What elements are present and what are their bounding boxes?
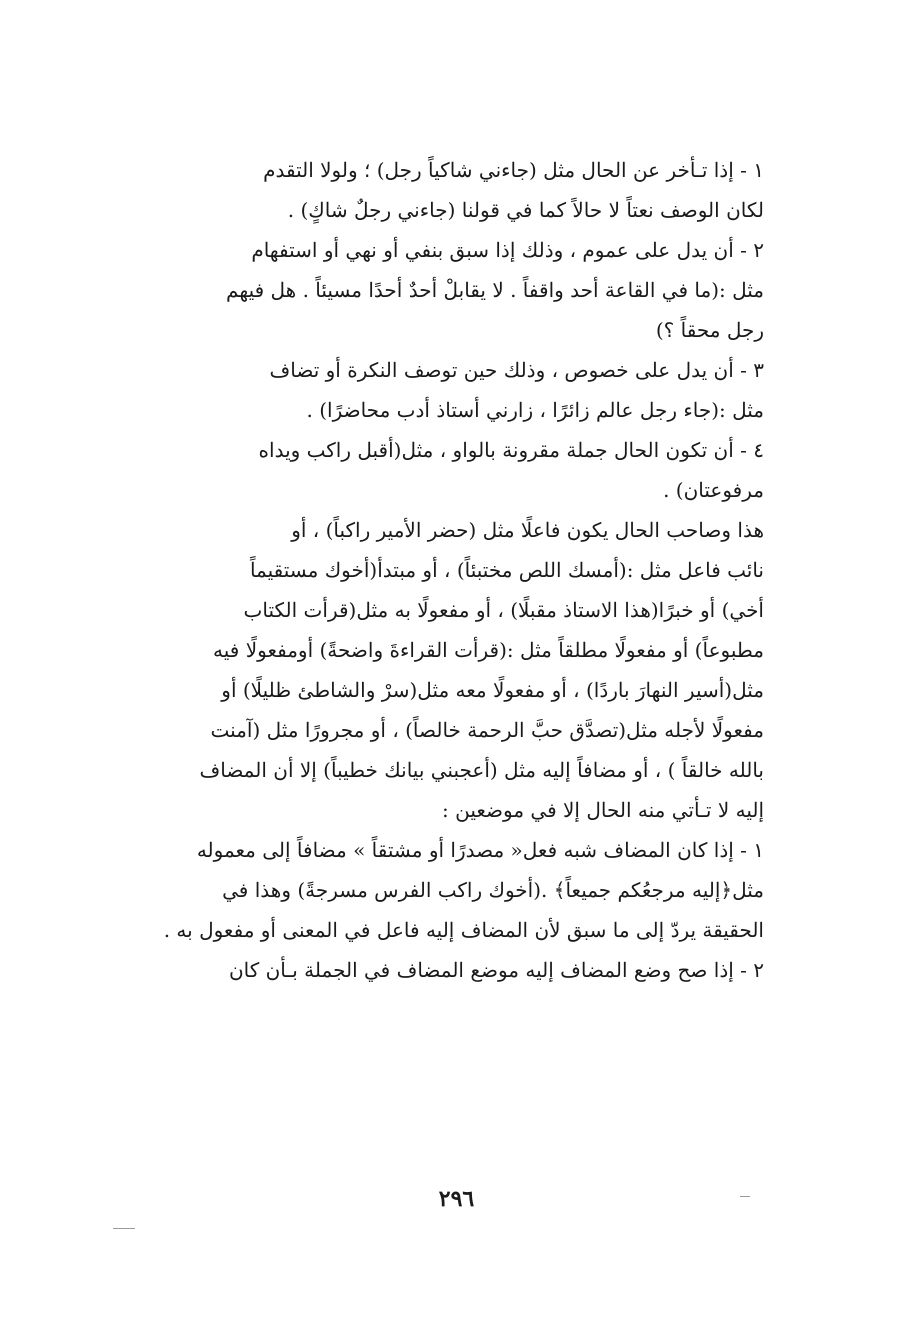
text-line: بالله خالقاً ) ، أو مضافاً إليه مثل (أعجبني بيانك خطيباً) إلا أن المضاف (199, 758, 764, 782)
text-line: إليه لا تـأتي منه الحال إلا في موضعين : (442, 798, 764, 822)
text-line: مثل :(ما في القاعة أحد واقفاً . لا يقابلْ أحدٌ أحدًا مسيئاً . هل فيهم (226, 278, 764, 302)
scan-artifact-line (113, 1228, 135, 1229)
text-line: أخي) أو خبرًا(هذا الاستاذ مقبلًا) ، أو مفعولًا به مثل(قرأت الكتاب (243, 598, 764, 622)
text-line: مفعولًا لأجله مثل(تصدَّق حبَّ الرحمة خالصاً) ، أو مجرورًا مثل (آمنت (210, 718, 764, 742)
text-line: الحقيقة يردّ إلى ما سبق لأن المضاف إليه فاعل في المعنى أو مفعول به . (163, 918, 764, 942)
text-line: لكان الوصف نعتاً لا حالاً كما في قولنا (جاءني رجلٌ شاكٍ) . (287, 198, 764, 222)
page-body (96, 150, 764, 990)
text-line: نائب فاعل مثل :(أمسك اللص مختبئاً) ، أو مبتدأ(أخوك مستقيماً (249, 558, 764, 582)
text-line: مرفوعتان) . (663, 478, 764, 502)
text-line: ٢ - أن يدل على عموم ، وذلك إذا سبق بنفي أو نهي أو استفهام (251, 238, 764, 262)
text-line: ١ - إذا تـأخر عن الحال مثل (جاءني شاكياً رجل) ؛ ولولا التقدم (263, 158, 764, 182)
text-line: ٢ - إذا صح وضع المضاف إليه موضع المضاف في الجملة بـأن كان (228, 958, 764, 982)
text-line: مثل(أسير النهارَ باردًا) ، أو مفعولًا معه مثل(سرْ والشاطئ ظليلًا) أو (221, 678, 764, 702)
text-line: هذا وصاحب الحال يكون فاعلًا مثل (حضر الأمير راكباً) ، أو (291, 518, 764, 542)
text-line: مثل﴿إليه مرجعُكم جميعاً﴾ .(أخوك راكب الفرس مسرجةً) وهذا في (222, 878, 764, 902)
page-number: ٢٩٦ (438, 1186, 475, 1212)
text-line: ١ - إذا كان المضاف شبه فعل« مصدرًا أو مشتقاً » مضافاً إلى معموله (196, 838, 764, 862)
text-line: ٣ - أن يدل على خصوص ، وذلك حين توصف النكرة أو تضاف (269, 358, 764, 382)
text-line: مثل :(جاء رجل عالم زائرًا ، زارني أستاذ أدب محاضرًا) . (306, 398, 764, 422)
text-line: رجل محقاً ؟) (655, 318, 764, 342)
text-line: ٤ - أن تكون الحال جملة مقرونة بالواو ، مثل(أقبل راكب ويداه (258, 438, 764, 462)
text-line: مطبوعاً) أو مفعولًا مطلقاً مثل :(قرأت القراءةَ واضحةً) أومفعولًا فيه (213, 638, 764, 662)
scan-artifact-line (740, 1196, 750, 1197)
